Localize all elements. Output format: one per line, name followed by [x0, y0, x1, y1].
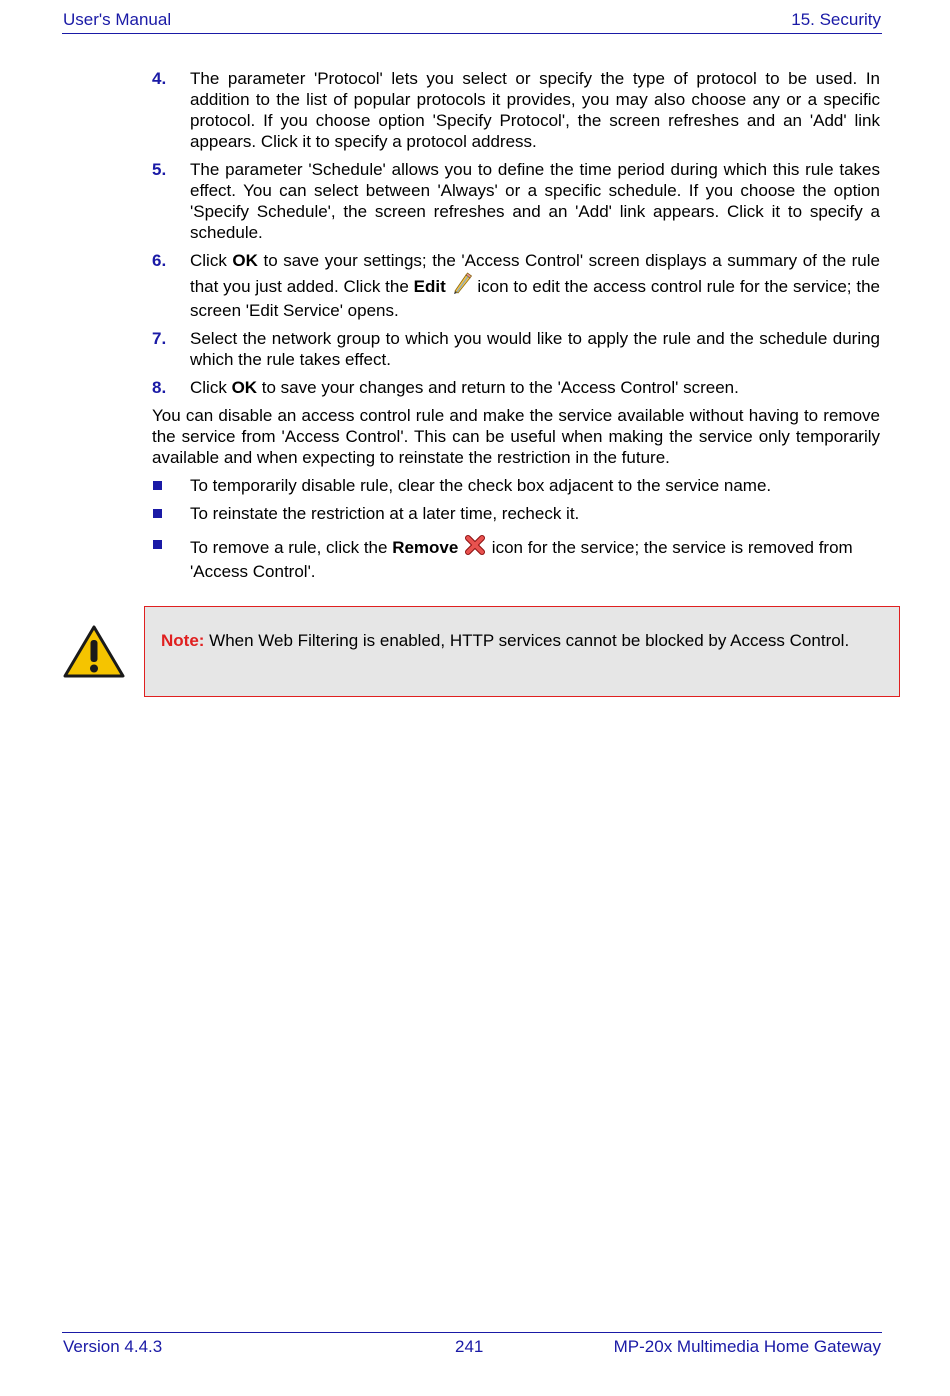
main-content — [152, 68, 880, 589]
step-item — [152, 328, 880, 370]
step-item — [152, 377, 880, 398]
ok-label: OK — [232, 251, 258, 270]
footer-version: Version 4.4.3 — [63, 1337, 163, 1356]
bullet-item — [152, 475, 880, 496]
bullet-item — [152, 534, 880, 582]
step-text-a: Click — [190, 378, 232, 397]
header-manual-title: User's Manual — [63, 10, 172, 29]
step-text-a: Click — [190, 251, 233, 270]
step-number: 6. — [152, 251, 167, 270]
page-footer — [62, 1332, 882, 1363]
bullet-text: To temporarily disable rule, clear the check box adjacent to the service name. — [190, 476, 772, 495]
footer-product: MP-20x Multimedia Home Gateway — [613, 1337, 881, 1356]
header-section-title: 15. Security — [791, 10, 881, 29]
edit-pencil-icon — [451, 271, 473, 300]
step-text-d: icon to edit the access control rule for the service; the screen 'Edit Service' opens. — [190, 277, 880, 320]
step-text: The parameter 'Schedule' allows you to define the time period during which this rule takes effect. You can select between 'Always' or a specific schedule. If you choose the option 'Specify Schedule', the screen refreshes and an 'Add' link appears. Click it to specify a schedule. — [190, 160, 880, 242]
square-bullet-icon — [153, 540, 162, 549]
square-bullet-icon — [153, 481, 162, 490]
step-number: 8. — [152, 378, 167, 397]
note-label: Note: — [161, 631, 205, 650]
body-paragraph: You can disable an access control rule and make the service available without having to remove the service from 'Access Control'. This can be useful when making the service only temporarily available and when expecting to reinstate the restriction in the future. — [152, 406, 880, 467]
warning-icon — [63, 625, 125, 679]
step-item — [152, 159, 880, 243]
page-number: 241 — [455, 1337, 484, 1356]
step-number: 5. — [152, 160, 167, 179]
step-text: Select the network group to which you would like to apply the rule and the schedule during which the rule takes effect. — [190, 329, 880, 369]
step-text-c: to save your changes and return to the 'Access Control' screen. — [257, 378, 739, 397]
step-number: 7. — [152, 329, 167, 348]
remove-label: Remove — [392, 538, 459, 557]
bullet-text-a: To remove a rule, click the — [190, 538, 393, 557]
edit-label: Edit — [413, 277, 446, 296]
remove-x-icon — [463, 534, 487, 561]
bullet-text-c: icon for the service; the service is removed from 'Access Control'. — [190, 538, 853, 581]
note-text: When Web Filtering is enabled, HTTP services cannot be blocked by Access Control. — [204, 631, 850, 650]
step-item — [152, 68, 880, 152]
step-item — [152, 250, 880, 321]
step-text-c: to save your settings; the 'Access Control' screen displays a summary of the rule that you just added. Click the — [190, 251, 880, 296]
square-bullet-icon — [153, 509, 162, 518]
bullet-item — [152, 503, 880, 524]
note-box — [144, 606, 900, 697]
step-number: 4. — [152, 69, 167, 88]
page-header — [62, 9, 882, 34]
ok-label: OK — [231, 378, 258, 397]
bullet-text: To reinstate the restriction at a later time, recheck it. — [190, 504, 580, 523]
step-text: The parameter 'Protocol' lets you select or specify the type of protocol to be used. In addition to the list of popular protocols it provides, you may also choose any or a specific protocol. If you choose option 'Specify Protocol', the screen refreshes and an 'Add' link appears. Click it to specify a protocol address. — [190, 69, 880, 151]
